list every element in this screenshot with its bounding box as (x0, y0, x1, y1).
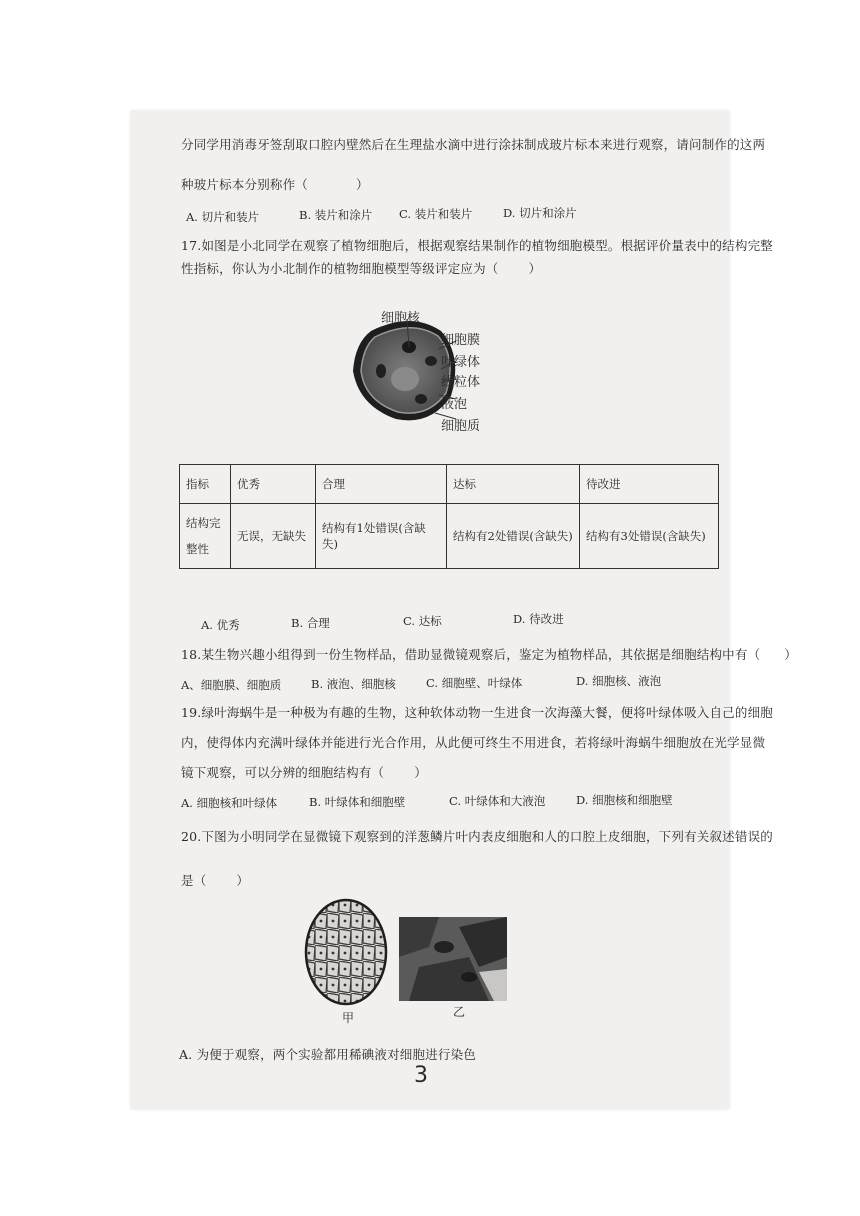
table-header-cell: 优秀 (231, 465, 316, 504)
q18-paren: ） (784, 647, 797, 662)
label-cytoplasm: 细胞质 (441, 419, 481, 434)
q19-line3 (181, 763, 427, 781)
row-label-line2: 整性 (186, 542, 209, 556)
q19-option-d: D. 细胞核和细胞壁 (576, 793, 673, 807)
table-header-cell: 指标 (180, 465, 231, 504)
label-jia: 甲 (342, 1011, 355, 1025)
q18-option-d: D. 细胞核、液泡 (576, 674, 662, 688)
label-nucleus: 细胞核 (381, 311, 421, 326)
q18-line1 (181, 645, 797, 663)
label-vacuole: 液泡 (441, 397, 468, 412)
table-header-row (180, 465, 719, 504)
evaluation-table (179, 464, 719, 569)
q17-stem: 性指标，你认为小北制作的植物细胞模型等级评定应为（ (181, 261, 499, 276)
table-cell: 结构有1处错误(含缺失) (316, 504, 447, 569)
label-yi: 乙 (453, 1005, 466, 1019)
q17-option-a: A. 优秀 (201, 618, 240, 632)
q19-option-b: B. 叶绿体和细胞壁 (309, 795, 406, 809)
table-cell: 结构有2处错误(含缺失) (447, 504, 580, 569)
q18-stem: 18.某生物兴趣小组得到一份生物样品，借助显微镜观察后，鉴定为植物样品，其依据是细胞结构中有（ (181, 647, 761, 662)
q17-line1: 17.如图是小北同学在观察了植物细胞后，根据观察结果制作的植物细胞模型。根据评价量表中的结构完整 (181, 238, 773, 253)
q19-stem: 镜下观察，可以分辨的细胞结构有（ (181, 765, 385, 780)
oral-epithelial-micrograph (399, 917, 507, 1001)
q17-line2 (181, 259, 541, 277)
q18-option-b: B. 液泡、细胞核 (311, 677, 396, 691)
label-chloroplast: 叶绿体 (441, 355, 481, 370)
q16-paren: ） (356, 177, 369, 192)
q18-option-c: C. 细胞壁、叶绿体 (426, 676, 523, 690)
q18-option-a: A、细胞膜、细胞质 (181, 678, 282, 692)
q20-stem: 是（ (181, 873, 207, 888)
q16-line1: 分同学用消毒牙签刮取口腔内壁然后在生理盐水滴中进行涂抹制成玻片标本来进行观察，请问制作的这两 (181, 137, 766, 152)
label-cell-membrane: 细胞膜 (441, 333, 481, 348)
q20-line1: 20.下图为小明同学在显微镜下观察到的洋葱鳞片叶内表皮细胞和人的口腔上皮细胞，下列有关叙述错误的 (181, 829, 773, 844)
q16-stem: 种玻片标本分别称作（ (181, 177, 309, 192)
page-number: 3 (414, 1063, 428, 1088)
q16-option-b: B. 装片和涂片 (299, 208, 373, 222)
onion-epidermis-micrograph (303, 897, 389, 1007)
table-cell: 结构有3处错误(含缺失) (580, 504, 719, 569)
q19-option-c: C. 叶绿体和大液泡 (449, 794, 546, 808)
label-mitochondria: 线粒体 (441, 375, 481, 390)
row-label-line1: 结构完 (186, 516, 221, 530)
table-header-cell: 合理 (316, 465, 447, 504)
exam-page (131, 111, 797, 1109)
table-row (180, 504, 719, 569)
table-header-cell: 达标 (447, 465, 580, 504)
q19-paren: ） (414, 765, 427, 780)
q16-option-d: D. 切片和涂片 (503, 206, 577, 220)
q19-line1: 19.绿叶海蜗牛是一种极为有趣的生物，这种软体动物一生进食一次海藻大餐，便将叶绿体吸入自己的细胞 (181, 705, 773, 720)
q19-line2: 内，使得体内充满叶绿体并能进行光合作用，从此便可终生不用进食，若将绿叶海蜗牛细胞放在光学显微 (181, 735, 766, 750)
q20-option-a: A. 为便于观察，两个实验都用稀碘液对细胞进行染色 (179, 1047, 476, 1062)
q20-paren: ） (236, 873, 250, 888)
table-header-cell: 待改进 (580, 465, 719, 504)
table-cell: 无误，无缺失 (231, 504, 316, 569)
q16-line2 (181, 175, 369, 193)
q17-option-b: B. 合理 (291, 616, 330, 630)
q16-option-c: C. 装片和装片 (399, 207, 473, 221)
q19-option-a: A. 细胞核和叶绿体 (181, 796, 278, 810)
q20-line2 (181, 871, 249, 889)
table-row-label (180, 504, 231, 569)
q17-paren: ） (528, 261, 542, 276)
q16-option-a: A. 切片和装片 (186, 210, 260, 224)
q17-option-d: D. 待改进 (513, 612, 564, 626)
q17-option-c: C. 达标 (403, 614, 442, 628)
